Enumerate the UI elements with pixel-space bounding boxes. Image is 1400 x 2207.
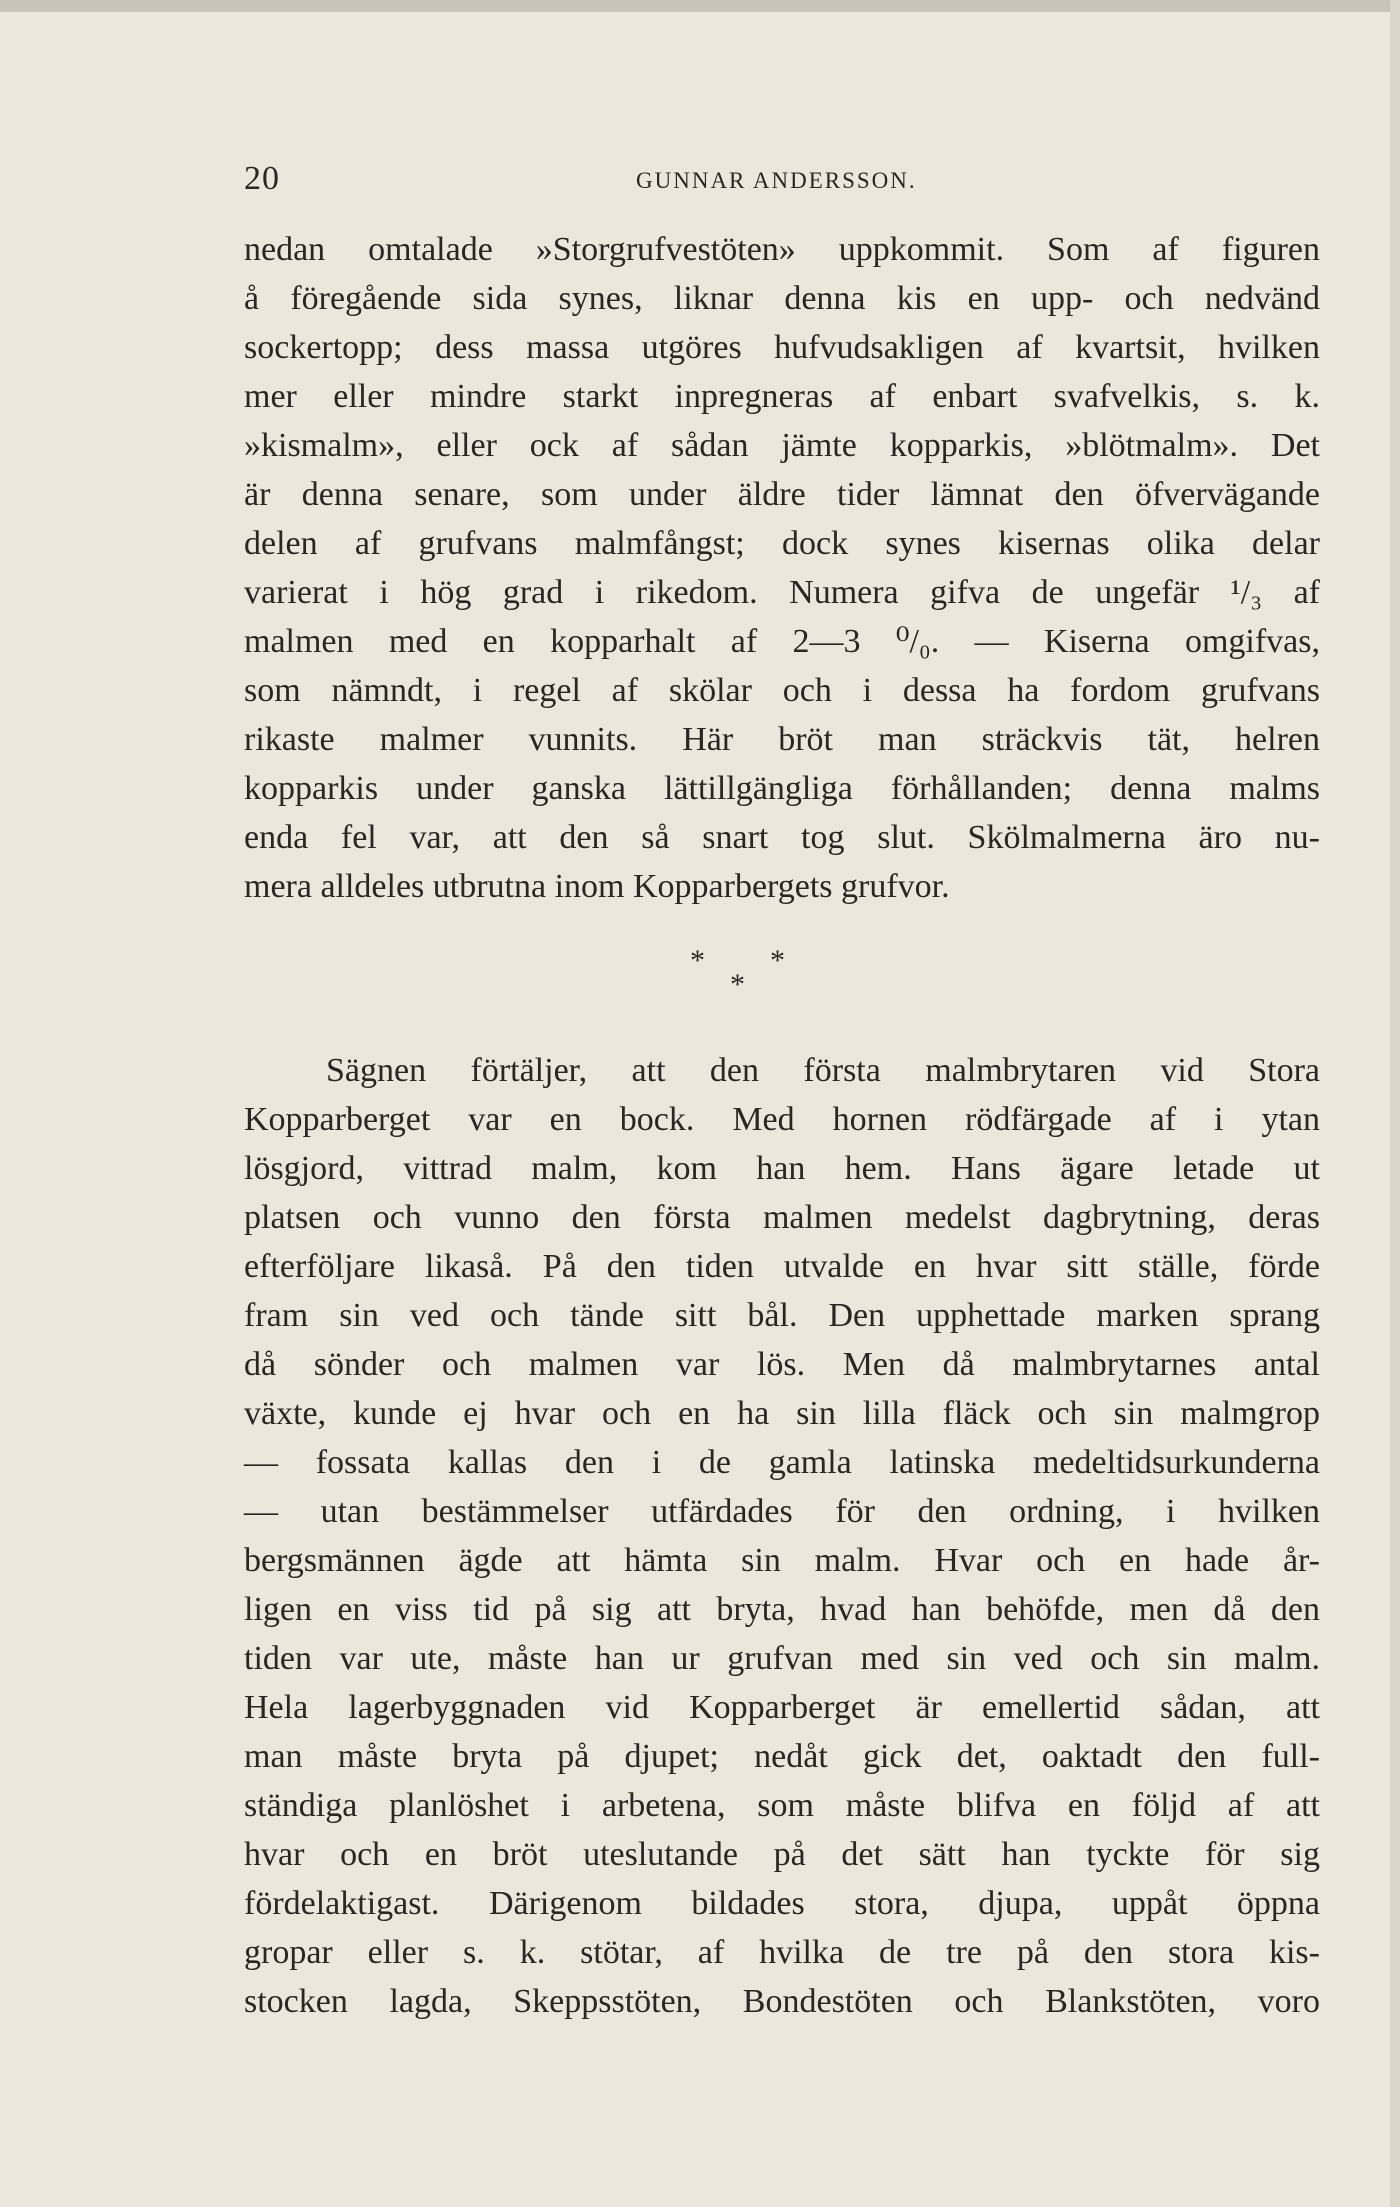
text-line: växte, kunde ej hvar och en ha sin lilla fläck och sin malmgrop bbox=[244, 1395, 1320, 1432]
text-line: sockertopp; dess massa utgöres hufvudsakligen af kvartsit, hvilken bbox=[244, 329, 1320, 366]
asterisk: * bbox=[730, 968, 745, 1001]
running-head: GUNNAR ANDERSSON. bbox=[636, 168, 917, 193]
text-line: platsen och vunno den första malmen medelst dagbrytning, deras bbox=[244, 1199, 1320, 1236]
text-line: enda fel var, att den så snart tog slut. Skölmalmerna äro nu- bbox=[244, 819, 1320, 856]
asterisk: * bbox=[770, 944, 785, 977]
text-line: hvar och en bröt uteslutande på det sätt han tyckte för sig bbox=[244, 1836, 1320, 1873]
paragraph-1 bbox=[244, 225, 1320, 911]
text-line: mer eller mindre starkt inpregneras af enbart svafvelkis, s. k. bbox=[244, 378, 1320, 415]
text-line: då sönder och malmen var lös. Men då malmbrytarnes antal bbox=[244, 1346, 1320, 1383]
text-line: lösgjord, vittrad malm, kom han hem. Hans ägare letade ut bbox=[244, 1150, 1320, 1187]
text-line: kopparkis under ganska lättillgängliga förhållanden; denna malms bbox=[244, 770, 1320, 807]
text-line: som nämndt, i regel af skölar och i dessa ha fordom grufvans bbox=[244, 672, 1320, 709]
text-line: gropar eller s. k. stötar, af hvilka de tre på den stora kis- bbox=[244, 1934, 1320, 1971]
text-line: delen af grufvans malmfångst; dock synes kisernas olika delar bbox=[244, 525, 1320, 562]
text-line: ständiga planlöshet i arbetena, som måste blifva en följd af att bbox=[244, 1787, 1320, 1824]
text-line: mera alldeles utbrutna inom Kopparbergets grufvor. bbox=[244, 868, 950, 905]
text-line: fördelaktigast. Därigenom bildades stora, djupa, uppåt öppna bbox=[244, 1885, 1320, 1922]
text-line: malmen med en kopparhalt af 2—3 ⁰/₀. — Kiserna omgifvas, bbox=[244, 623, 1320, 660]
text-line: nedan omtalade »Storgrufvestöten» uppkommit. Som af figuren bbox=[244, 231, 1320, 268]
text-line: Hela lagerbyggnaden vid Kopparberget är emellertid sådan, att bbox=[244, 1689, 1320, 1726]
text-line: bergsmännen ägde att hämta sin malm. Hvar och en hade år- bbox=[244, 1542, 1320, 1579]
text-line: fram sin ved och tände sitt bål. Den upphettade marken sprang bbox=[244, 1297, 1320, 1334]
text-line: varierat i hög grad i rikedom. Numera gifva de ungefär ¹/₃ af bbox=[244, 574, 1320, 611]
text-line: — utan bestämmelser utfärdades för den ordning, i hvilken bbox=[244, 1493, 1320, 1530]
text-line: å föregående sida synes, liknar denna kis en upp- och nedvänd bbox=[244, 280, 1320, 317]
text-line: ligen en viss tid på sig att bryta, hvad han behöfde, men då den bbox=[244, 1591, 1320, 1628]
text-line: — fossata kallas den i de gamla latinska medeltidsurkunderna bbox=[244, 1444, 1320, 1481]
right-edge-shadow bbox=[1390, 0, 1400, 2207]
asterisk: * bbox=[690, 944, 705, 977]
top-edge-shadow bbox=[0, 0, 1400, 12]
text-line: efterföljare likaså. På den tiden utvalde en hvar sitt ställe, förde bbox=[244, 1248, 1320, 1285]
section-separator bbox=[680, 944, 880, 1004]
text-line: man måste bryta på djupet; nedåt gick det, oaktadt den full- bbox=[244, 1738, 1320, 1775]
page-number: 20 bbox=[244, 160, 280, 197]
text-line: stocken lagda, Skeppsstöten, Bondestöten och Blankstöten, voro bbox=[244, 1983, 1320, 2020]
text-line: Kopparberget var en bock. Med hornen rödfärgade af i ytan bbox=[244, 1101, 1320, 1138]
text-line: rikaste malmer vunnits. Här bröt man sträckvis tät, helren bbox=[244, 721, 1320, 758]
text-line: tiden var ute, måste han ur grufvan med sin ved och sin malm. bbox=[244, 1640, 1320, 1677]
text-line: är denna senare, som under äldre tider lämnat den öfvervägande bbox=[244, 476, 1320, 513]
page-header bbox=[244, 160, 1324, 200]
text-line: Sägnen förtäljer, att den första malmbrytaren vid Stora bbox=[326, 1052, 1320, 1089]
text-line: »kismalm», eller ock af sådan jämte kopparkis, »blötmalm». Det bbox=[244, 427, 1320, 464]
paragraph-2 bbox=[244, 1046, 1320, 2026]
